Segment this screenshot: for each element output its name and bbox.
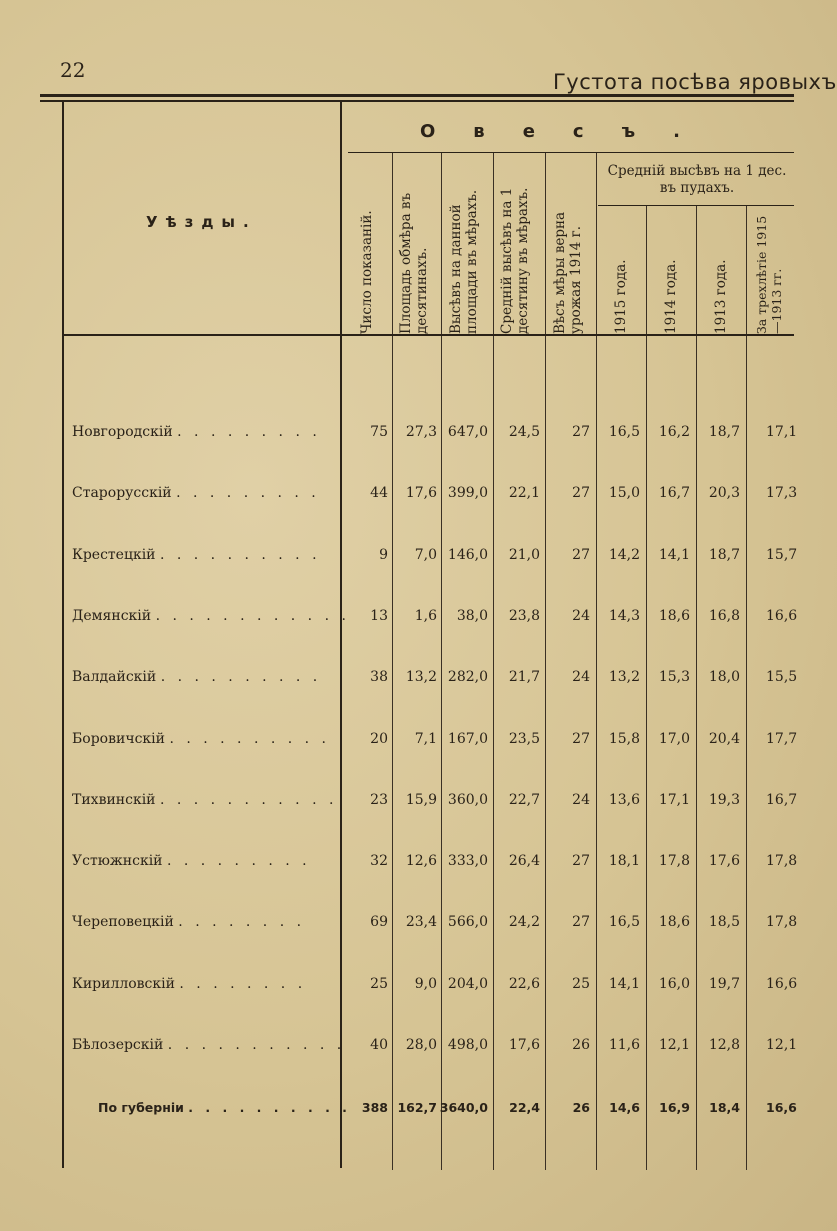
cell-weight: 27 [572,853,590,870]
uezd-name-text: По губерніи [98,1100,189,1115]
cell-sown: 282,0 [447,669,488,686]
cell-avg-sown: 22,6 [508,975,540,992]
cell-area: 1,6 [414,607,437,624]
uezd-column-header: Уѣзды. [146,213,257,231]
uezd-column-border [340,102,342,1168]
cell-area: 7,0 [414,546,437,563]
uezd-name-text: Валдайскій [72,669,161,686]
leader-dots: . . . . . . . . . . . [167,1037,346,1053]
cell-area: 23,4 [405,914,437,931]
cell-y1915: 15,0 [608,485,640,502]
cell-count: 75 [370,424,388,440]
cell-sown: 3640,0 [439,1100,488,1115]
cell-weight: 27 [572,730,590,747]
cell-y1913: 18,7 [708,424,740,440]
cell-y1913: 19,7 [708,975,740,992]
cell-y1914: 12,1 [658,1037,690,1053]
cell-count: 388 [361,1100,388,1115]
cell-area: 28,0 [405,1037,437,1053]
cell-avg-sown: 26,4 [508,853,540,870]
column-divider [696,205,697,1170]
header-bottom-rule [62,334,794,336]
cell-y1914: 16,0 [658,975,690,992]
cell-three: 16,6 [766,607,798,624]
header-weight: Вѣсъ мѣры верна урожая 1914 г. [552,211,584,334]
cell-y1913: 18,5 [708,914,740,931]
leader-dots: . . . . . . . . . [177,424,321,440]
cell-y1913: 18,7 [708,546,740,563]
cell-avg-sown: 21,0 [508,546,540,563]
row-uezd-name [72,853,337,869]
top-rule-second [40,100,794,102]
row-uezd-name [72,1037,346,1053]
column-divider [746,205,747,1170]
cell-count: 32 [370,853,388,870]
cell-sown: 498,0 [447,1037,488,1053]
leader-dots: . . . . . . . . . . [160,669,322,686]
cell-count: 20 [370,730,388,747]
cell-sown: 647,0 [447,424,488,440]
cell-avg-sown: 22,1 [508,485,540,502]
row-uezd-name [72,792,337,808]
cell-count: 23 [370,791,388,808]
uezd-name-text: Тихвинскій [72,791,160,808]
cell-sown: 333,0 [447,853,488,870]
leader-dots: . . . . . . . . [179,975,307,992]
cell-weight: 25 [572,975,590,992]
column-divider [441,152,442,1170]
leader-dots: . . . . . . . . . [176,485,320,502]
cell-weight: 24 [572,607,590,624]
cell-avg-sown: 24,2 [508,914,540,931]
leader-dots: . . . . . . . . . . [169,730,330,747]
cell-three: 17,8 [766,853,798,870]
cell-y1915: 11,6 [608,1037,640,1053]
cell-three: 12,1 [766,1037,798,1053]
cell-y1915: 16,5 [608,914,640,931]
cell-avg-sown: 21,7 [508,669,540,686]
row-uezd-name [72,607,350,624]
uezd-name-text: Череповецкій [72,914,179,931]
row-uezd-name [72,914,337,930]
uezd-name-text: Старорусскій [72,485,177,502]
cell-three: 15,7 [766,546,798,563]
row-uezd-name [72,669,337,685]
group-title: Овесъ. [420,121,718,142]
cell-count: 13 [370,607,388,624]
cell-avg-sown: 24,5 [508,424,540,440]
cell-weight: 27 [572,914,590,931]
header-1914: 1914 года. [663,259,679,334]
cell-y1913: 20,4 [708,730,740,747]
cell-y1915: 16,5 [608,424,640,440]
header-divider [348,152,794,153]
cell-weight: 26 [572,1037,590,1053]
cell-count: 9 [379,546,388,563]
cell-y1913: 18,4 [709,1100,740,1115]
cell-y1914: 18,6 [658,607,690,624]
cell-three: 17,8 [766,914,798,931]
cell-three: 15,5 [766,669,798,686]
cell-y1915: 13,6 [608,791,640,808]
header-avg-sown: Средній высѣвъ на 1 десятину въ мѣрахъ. [499,187,531,334]
column-divider [392,152,393,1170]
cell-y1914: 16,2 [658,424,690,440]
cell-y1914: 18,6 [658,914,690,931]
cell-y1915: 14,2 [608,546,640,563]
cell-area: 9,0 [414,975,437,992]
leader-dots: . . . . . . . . . . [159,546,321,563]
cell-avg-sown: 22,4 [509,1100,540,1115]
cell-area: 15,9 [405,791,437,808]
cell-y1914: 17,0 [658,730,690,747]
cell-three: 17,7 [766,730,798,747]
cell-avg-sown: 17,6 [508,1037,540,1053]
uezd-name-text: Устюжнскій [72,853,167,870]
leader-dots: . . . . . . . . . . . . [155,607,350,624]
cell-weight: 27 [572,546,590,563]
cell-sown: 38,0 [456,607,488,624]
cell-three: 17,1 [766,424,798,440]
column-divider [596,152,597,1170]
cell-weight: 26 [572,1100,590,1115]
total-row-label [98,1100,363,1115]
leader-dots: . . . . . . . . . [166,853,311,870]
subheader-divider [598,205,794,206]
uezd-name-text: Боровичскій [72,730,170,747]
uezd-name-text: Кирилловскій [72,975,180,992]
header-1915: 1915 года. [613,259,629,334]
cell-y1915: 13,2 [608,669,640,686]
avg-puds-header: Средній высѣвъ на 1 дес. въ пудахъ. [607,163,787,196]
cell-y1915: 14,3 [608,607,640,624]
header-three-year: За трехлѣтіе 1915—1913 гг. [754,215,784,334]
cell-area: 17,6 [405,485,437,502]
cell-sown: 167,0 [447,730,488,747]
cell-area: 12,6 [405,853,437,870]
row-uezd-name [72,731,337,747]
cell-count: 69 [370,914,388,931]
leader-dots: . . . . . . . . . . [188,1100,351,1115]
row-uezd-name [72,485,337,501]
cell-sown: 566,0 [447,914,488,931]
cell-y1913: 18,0 [708,669,740,686]
cell-y1913: 19,3 [708,791,740,808]
uezd-name-text: Бѣлозерскій [72,1037,168,1053]
row-uezd-name [72,424,337,440]
cell-y1914: 17,1 [658,791,690,808]
cell-sown: 360,0 [447,791,488,808]
cell-y1913: 20,3 [708,485,740,502]
leader-dots: . . . . . . . . . . . [159,791,338,808]
cell-weight: 27 [572,424,590,440]
header-sown: Высѣвъ на данной площади въ мѣрахъ. [448,189,480,334]
cell-y1915: 18,1 [608,853,640,870]
cell-weight: 24 [572,791,590,808]
header-1913: 1913 года. [713,259,729,334]
running-title: Густота посѣва яровыхъ [553,70,837,94]
uezd-name-text: Новгородскій [72,424,178,440]
cell-y1914: 17,8 [658,853,690,870]
cell-y1914: 14,1 [658,546,690,563]
cell-avg-sown: 23,8 [508,607,540,624]
cell-sown: 204,0 [447,975,488,992]
cell-weight: 27 [572,485,590,502]
column-divider [646,205,647,1170]
uezd-name-text: Крестецкій [72,546,160,563]
cell-area: 27,3 [405,424,437,440]
cell-y1913: 17,6 [708,853,740,870]
uezd-name-text: Демянскій [72,607,156,624]
cell-three: 16,6 [766,1100,797,1115]
cell-weight: 24 [572,669,590,686]
cell-area: 7,1 [414,730,437,747]
cell-count: 38 [370,669,388,686]
cell-count: 25 [370,975,388,992]
column-divider [545,152,546,1170]
cell-y1915: 15,8 [608,730,640,747]
left-border [62,102,64,1168]
cell-three: 16,6 [766,975,798,992]
header-count: Число показаній. [359,210,375,334]
cell-y1914: 16,7 [658,485,690,502]
cell-sown: 399,0 [447,485,488,502]
row-uezd-name [72,547,337,563]
cell-avg-sown: 22,7 [508,791,540,808]
cell-y1914: 15,3 [658,669,690,686]
cell-y1915: 14,1 [608,975,640,992]
cell-y1914: 16,9 [659,1100,690,1115]
cell-sown: 146,0 [447,546,488,563]
cell-three: 16,7 [766,791,798,808]
cell-area: 162,7 [397,1100,437,1115]
cell-count: 44 [370,485,388,502]
cell-count: 40 [370,1037,388,1053]
cell-y1915: 14,6 [609,1100,640,1115]
top-rule [40,94,794,97]
leader-dots: . . . . . . . . [178,914,306,931]
column-divider [493,152,494,1170]
cell-area: 13,2 [405,669,437,686]
header-area: Площадь обмѣра въ десятинахъ. [398,192,430,334]
row-uezd-name [72,976,337,992]
cell-avg-sown: 23,5 [508,730,540,747]
cell-y1913: 16,8 [708,607,740,624]
cell-three: 17,3 [766,485,798,502]
cell-y1913: 12,8 [708,1037,740,1053]
page-number: 22 [60,58,86,82]
